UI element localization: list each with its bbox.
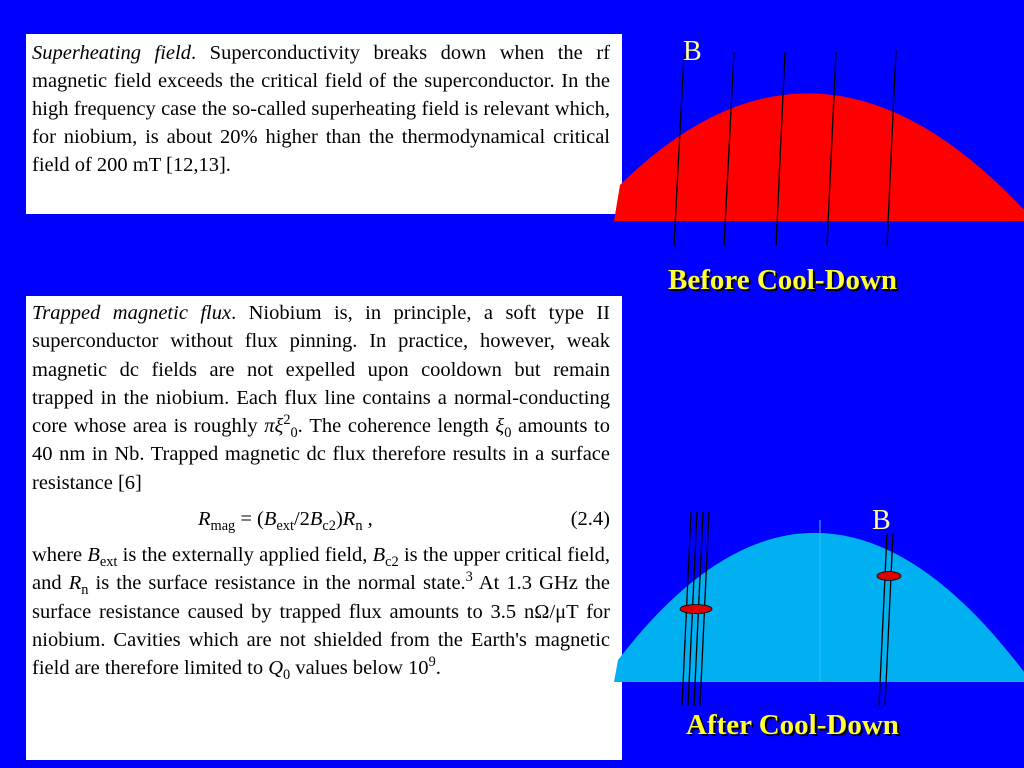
p2-c-text: is the upper critical field, and	[32, 544, 610, 595]
coherence-subscript: 0	[504, 425, 512, 442]
eq-r-sub: mag	[210, 518, 236, 535]
coherence-symbol: ξ	[495, 415, 505, 438]
eq-mid: = (	[235, 508, 264, 531]
p2-exponent: 9	[428, 654, 436, 671]
eq-rn: R	[342, 508, 356, 531]
before-cooldown-diagram	[614, 50, 1024, 246]
eq-b2-sub: c2	[322, 518, 336, 535]
trapped-flux-text-a: . Niobium is, in principle, a soft type II superconductor without flux pinning. In practice, however, weak magnetic dc fields are not expelled upon cooldown but remain trapped in the niobium. Each flux line contains a normal-conducting core whose area is roughly	[32, 302, 610, 438]
trapped-flux-text-c: amounts to 40 nm in Nb. Trapped magnetic dc flux therefore results in a surface resistance [6]	[32, 415, 610, 494]
after-cooldown-caption: After Cool-Down	[686, 709, 899, 741]
trapped-flux-lead: Trapped magnetic flux	[32, 302, 232, 324]
p2-rn: R	[68, 572, 82, 595]
p2-b-text: is the externally applied field,	[117, 544, 373, 567]
core-area-symbol: πξ	[264, 415, 284, 438]
eq-comma: ,	[362, 508, 373, 531]
p2-q: Q	[268, 657, 284, 680]
eq-b: B	[263, 508, 277, 531]
core-area-subscript: 0	[290, 425, 298, 442]
p2-bc: B	[372, 544, 386, 567]
p2-b-sub: ext	[99, 554, 118, 571]
trapped-flux-text-b: . The coherence length	[297, 415, 496, 438]
p2-e-text: At 1.3 GHz the surface resistance caused by trapped flux amounts to 3.5 nΩ/μT for niobium. Cavities which are not shielded from the Earth's magnetic field are therefore limited to	[32, 572, 610, 680]
eq-b-sub: ext	[276, 518, 294, 535]
p2-footnote: 3	[465, 569, 473, 586]
field-label-b-before: B	[683, 36, 702, 67]
before-dome	[614, 93, 1024, 221]
superheating-lead: Superheating field	[32, 42, 191, 64]
p2-a: where	[32, 544, 88, 567]
eq-r: R	[198, 508, 211, 531]
core-area-exponent: 2	[283, 412, 291, 429]
field-label-b-after: B	[872, 505, 891, 536]
p2-bc-sub: c2	[385, 554, 399, 571]
equation-number: (2.4)	[570, 508, 610, 531]
eq-div: /2	[293, 508, 310, 531]
before-cooldown-caption: Before Cool-Down	[668, 264, 898, 296]
after-dome	[614, 533, 1024, 682]
p2-q-sub: 0	[283, 667, 291, 684]
eq-b2: B	[309, 508, 323, 531]
p2-d-text: is the surface resistance in the normal state.	[88, 572, 466, 595]
p2-rn-sub: n	[81, 582, 89, 599]
eq-close: )	[335, 508, 343, 531]
trapped-flux-core	[877, 572, 901, 581]
eq-rn-sub: n	[355, 518, 363, 535]
p2-g-text: .	[435, 657, 441, 680]
p2-b: B	[87, 544, 100, 567]
trapped-flux-core	[680, 605, 712, 614]
after-cooldown-diagram	[614, 512, 1024, 706]
p2-f-text: values below 10	[290, 657, 429, 680]
superheating-body: . Superconductivity breaks down when the rf magnetic field exceeds the critical field of the superconductor. In the high frequency case the so-called superheating field is relevant which, for niobium, is about 20% higher than the thermodynamical critical field of 200 mT [12,13].	[32, 42, 611, 176]
